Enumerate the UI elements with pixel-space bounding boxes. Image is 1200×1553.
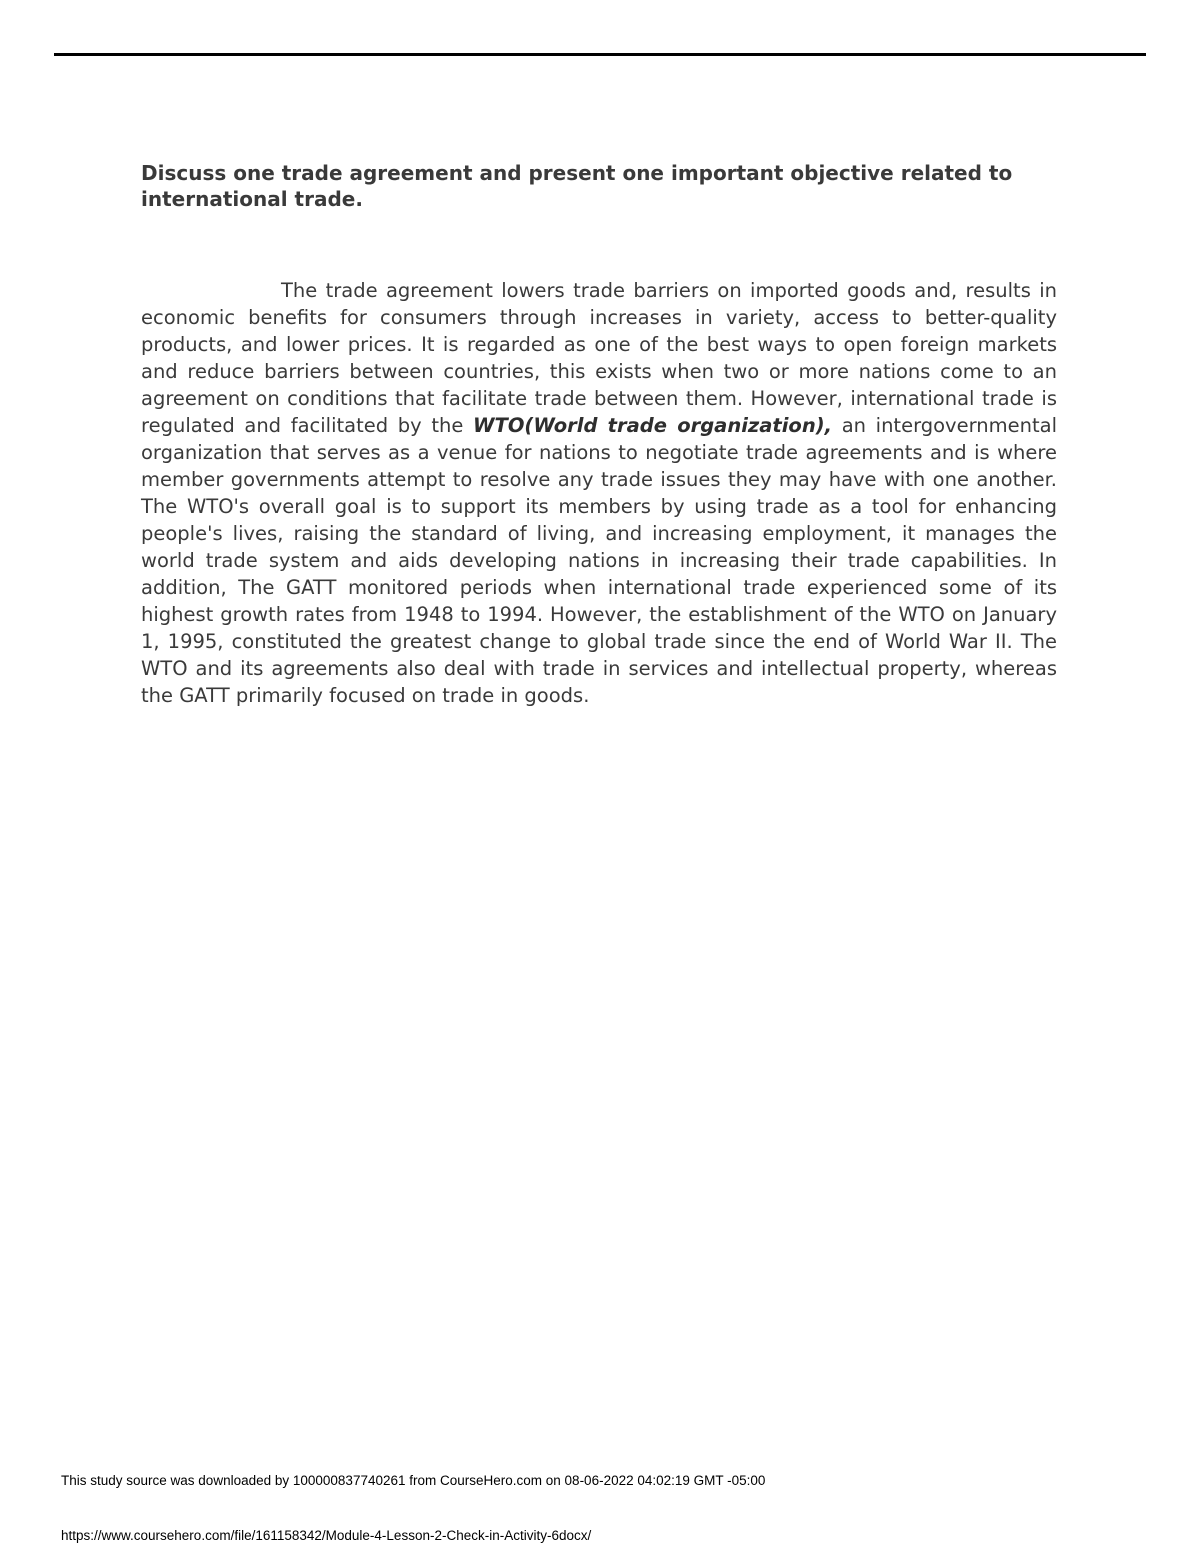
download-source-note: This study source was downloaded by 100000837740261 from CourseHero.com on 08-06-2022 04:02:19 GMT -05:00 [61,1473,766,1488]
answer-text-part-1: The trade agreement lowers trade barriers on imported goods and, results in economic benefits for consumers through increases in variety, access to better-quality products, and lower prices. It is regarded as one of the best ways to open foreign markets and reduce barriers between countries, this exists when two or more nations come to an agreement on conditions that facilitate trade between them. However, international trade is regulated and facilitated by the [141,279,1057,437]
wto-emphasis: WTO(World trade organization), [473,414,833,437]
source-url-link[interactable]: https://www.coursehero.com/file/161158342/Module-4-Lesson-2-Check-in-Activity-6docx/ [61,1528,592,1543]
question-heading: Discuss one trade agreement and present one important objective related to international trade. [141,161,1013,211]
answer-paragraph [141,277,1057,709]
top-divider [54,53,1146,56]
answer-text-part-2: an intergovernmental organization that serves as a venue for nations to negotiate trade agreements and is where member governments attempt to resolve any trade issues they may have with one another. The WTO's overall goal is to support its members by using trade as a tool for enhancing people's lives, raising the standard of living, and increasing employment, it manages the world trade system and aids developing nations in increasing their trade capabilities. In addition, The GATT monitored periods when international trade experienced some of its highest growth rates from 1948 to 1994. However, the establishment of the WTO on January 1, 1995, constituted the greatest change to global trade since the end of World War II. The WTO and its agreements also deal with trade in services and intellectual property, whereas the GATT primarily focused on trade in goods. [141,414,1057,707]
